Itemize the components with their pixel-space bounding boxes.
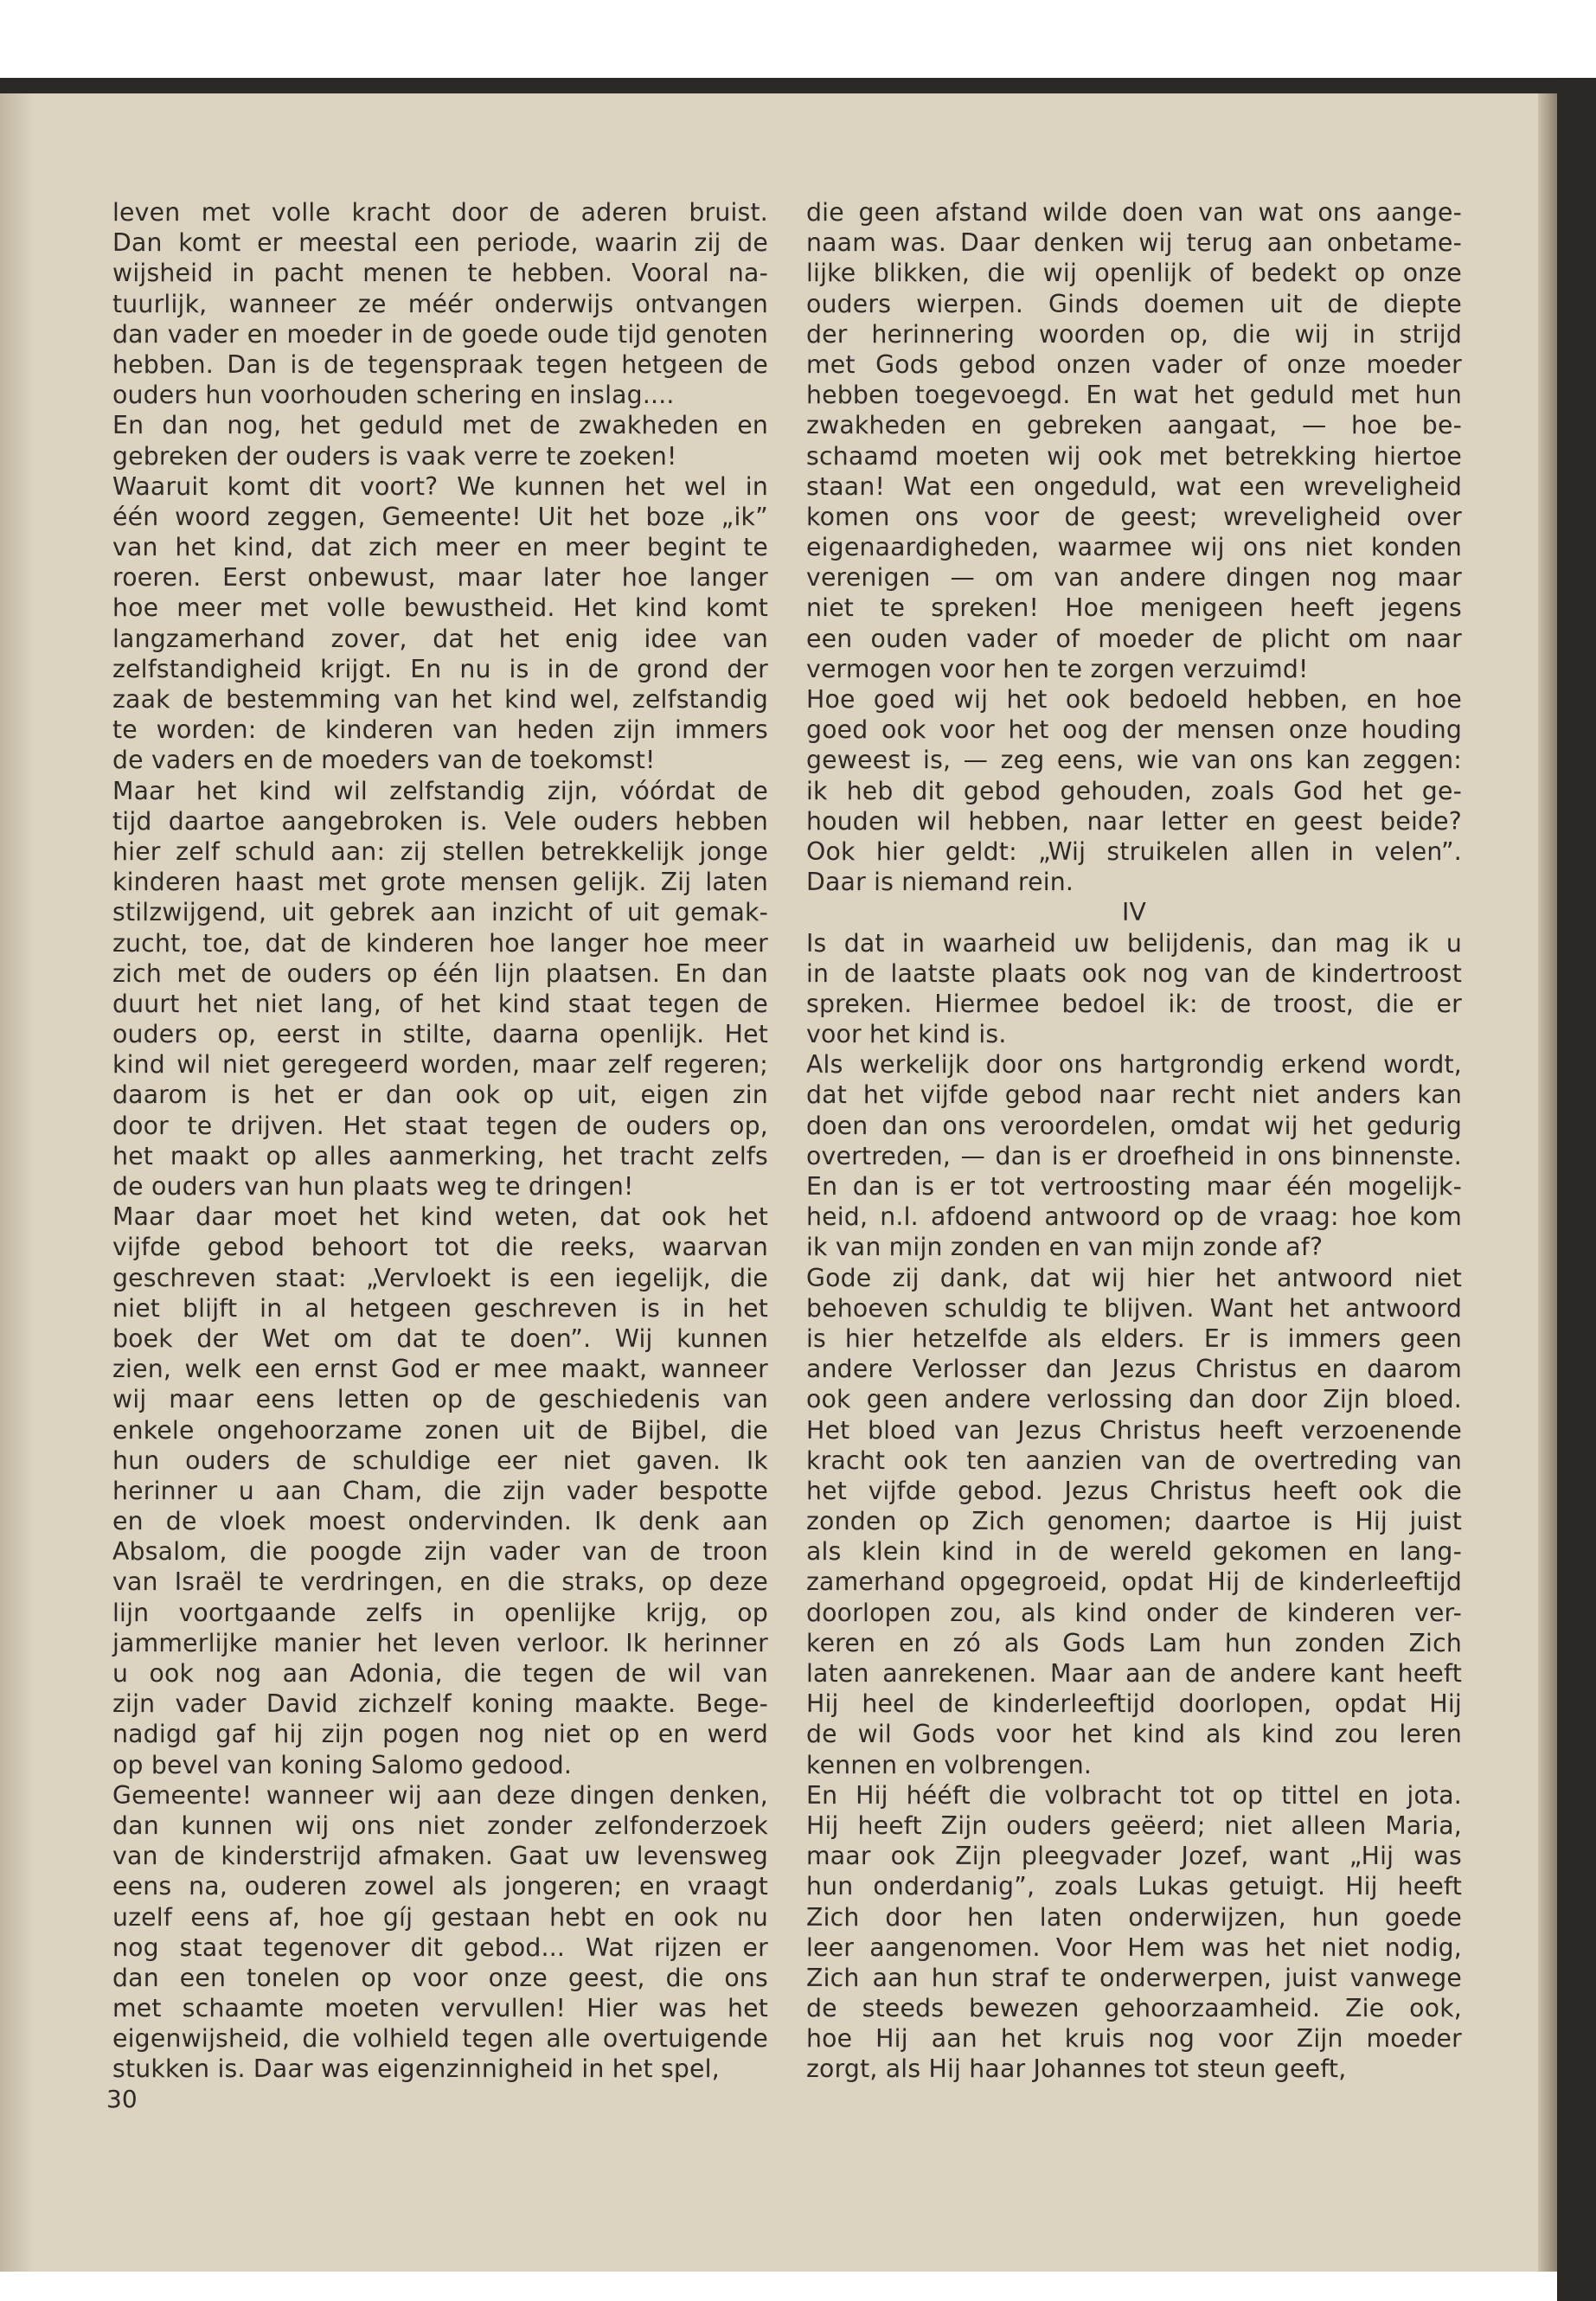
text-line: ouders op, eerst in stilte, daarna openlijk. Het [112,1020,768,1049]
text-line: ik heb dit gebod gehouden, zoals God het ge- [806,776,1462,805]
text-line: van Israël te verdringen, en die straks, op deze [112,1567,768,1597]
text-line: door te drijven. Het staat tegen de ouders op, [112,1111,768,1140]
text-line: u ook nog aan Adonia, die tegen de wil van [112,1659,768,1688]
text-line: duurt het niet lang, of het kind staat tegen de [112,989,768,1018]
text-line: de vaders en de moeders van de toekomst! [112,746,656,775]
text-line: leven met volle kracht door de aderen bruist. [112,198,768,227]
text-line: Gode zij dank, dat wij hier het antwoord niet [806,1263,1462,1292]
text-line: vijfde gebod behoort tot die reeks, waarvan [112,1233,768,1262]
text-line: Zich aan hun straf te onderwerpen, juist vanwege [806,1963,1462,1992]
text-line: maar ook Zijn pleegvader Jozef, want „Hij was [806,1842,1462,1871]
text-line: IV [1121,898,1147,927]
text-line: Is dat in waarheid uw belijdenis, dan mag ik u [806,928,1462,958]
text-line: geschreven staat: „Vervloekt is een iegelijk, die [112,1263,768,1292]
text-line: wijsheid in pacht menen te hebben. Vooral na- [112,259,768,288]
text-line: Gemeente! wanneer wij aan deze dingen denken, [112,1780,768,1810]
text-line: vermogen voor hen te zorgen verzuimd! [806,654,1309,683]
text-line: met Gods gebod onzen vader of onze moeder [806,349,1462,379]
text-line: roeren. Eerst onbewust, maar later hoe langer [112,563,768,593]
text-line: nog staat tegenover dit gebod... Wat rijzen er [112,1932,768,1962]
text-line: één woord zeggen, Gemeente! Uit het boze „ik” [112,502,768,531]
text-line: hebben. Dan is de tegenspraak tegen hetgeen de [112,349,768,379]
text-line: naam was. Daar denken wij terug aan onbetame- [806,228,1462,258]
text-line: En Hij hééft die volbracht tot op tittel en jota. [806,1780,1462,1810]
text-line: geweest is, — zeg eens, wie van ons kan zeggen: [806,746,1462,775]
text-line: En dan is er tot vertroosting maar één mogelijk- [806,1172,1462,1201]
text-line: stukken is. Daar was eigenzinnigheid in het spel, [112,2054,720,2084]
text-line: zamerhand opgegroeid, opdat Hij de kinderleeftijd [806,1567,1462,1597]
text-line: lijn voortgaande zelfs in openlijke krijg, op [112,1598,768,1627]
text-line: hun onderdanig”, zoals Lukas getuigt. Hij heeft [806,1872,1462,1901]
scan-border-right [1557,78,1596,2301]
text-line: zich met de ouders op één lijn plaatsen. En dan [112,958,768,988]
text-line: nadigd gaf hij zijn pogen nog niet op en werd [112,1720,768,1749]
text-line: zien, welk een ernst God er mee maakt, wanneer [112,1355,768,1384]
text-line: hoe meer met volle bewustheid. Het kind komt [112,593,768,623]
text-line: die geen afstand wilde doen van wat ons aange- [806,198,1462,227]
text-line: jammerlijke manier het leven verloor. Ik herinner [112,1628,768,1657]
text-line: behoeven schuldig te blijven. Want het antwoord [806,1293,1462,1323]
text-line: daarom is het er dan ook op uit, eigen zin [112,1080,768,1110]
text-line: kind wil niet geregeerd worden, maar zelf regeren; [112,1050,768,1080]
text-line: zwakheden en gebreken aangaat, — hoe be- [806,411,1462,440]
text-line: andere Verlosser dan Jezus Christus en daarom [806,1355,1462,1384]
text-line: lijke blikken, die wij openlijk of bedekt op onze [806,259,1462,288]
text-line: tuurlijk, wanneer ze méér onderwijs ontvangen [112,289,768,318]
text-line: zijn vader David zichzelf koning maakte. Bege- [112,1689,768,1719]
text-line: hun ouders de schuldige eer niet gaven. Ik [112,1445,768,1475]
text-line: heid, n.l. afdoend antwoord op de vraag: hoe kom [806,1202,1462,1232]
text-line: eigenaardigheden, waarmee wij ons niet konden [806,533,1462,562]
text-line: dan kunnen wij ons niet zonder zelfonderzoek [112,1811,768,1840]
text-line: met schaamte moeten vervullen! Hier was het [112,1994,768,2023]
text-line: houden wil hebben, naar letter en geest beide? [806,806,1462,836]
text-line: staan! Wat een ongeduld, wat een wreveligheid [806,471,1462,501]
text-line: het vijfde gebod. Jezus Christus heeft ook die [806,1476,1462,1505]
text-line: ook geen andere verlossing dan door Zijn bloed. [806,1385,1462,1414]
text-line: Waaruit komt dit voort? We kunnen het wel in [112,471,768,501]
text-line: zelfstandigheid krijgt. En nu is in de grond der [112,654,768,683]
text-line: zaak de bestemming van het kind wel, zelfstandig [112,685,768,714]
text-line: stilzwijgend, uit gebrek aan inzicht of uit gemak- [112,898,768,927]
text-line: keren en zó als Gods Lam hun zonden Zich [806,1628,1462,1657]
text-line: Maar daar moet het kind weten, dat ook het [112,1202,768,1232]
right-text-column [806,197,1462,2085]
text-line: van het kind, dat zich meer en meer begint te [112,533,768,562]
text-line: van de kinderstrijd afmaken. Gaat uw levensweg [112,1842,768,1871]
text-line: ouders wierpen. Ginds doemen uit de diepte [806,289,1462,318]
text-line: Daar is niemand rein. [806,868,1074,897]
text-line: een ouden vader of moeder de plicht om naar [806,624,1462,653]
text-line: Hij heel de kinderleeftijd doorlopen, opdat Hij [806,1689,1462,1719]
text-line: hier zelf schuld aan: zij stellen betrekkelijk jonge [112,836,768,866]
text-line: doorlopen zou, als kind onder de kinderen ver- [806,1598,1462,1627]
page-number: 30 [106,2085,138,2113]
text-line: leer aangenomen. Voor Hem was het niet nodig, [806,1932,1462,1962]
text-line: Als werkelijk door ons hartgrondig erkend wordt, [806,1050,1462,1080]
text-line: eens na, ouderen zowel als jongeren; en vraagt [112,1872,768,1901]
text-line: op bevel van koning Salomo gedood. [112,1750,573,1779]
text-line: spreken. Hiermee bedoel ik: de troost, die er [806,989,1462,1018]
text-line: doen dan ons veroordelen, omdat wij het gedurig [806,1111,1462,1140]
text-line: uzelf eens af, hoe gíj gestaan hebt en ook nu [112,1902,768,1932]
text-line: in de laatste plaats ook nog van de kindertroost [806,958,1462,988]
text-line: hoe Hij aan het kruis nog voor Zijn moeder [806,2024,1462,2054]
text-line: tijd daartoe aangebroken is. Vele ouders hebben [112,806,768,836]
text-line: En dan nog, het geduld met de zwakheden en [112,411,768,440]
text-line: Zich door hen laten onderwijzen, hun goede [806,1902,1462,1932]
text-line: het maakt op alles aanmerking, het tracht zelfs [112,1141,768,1170]
text-line: schaamd moeten wij ook met betrekking hiertoe [806,441,1462,471]
text-line: de steeds bewezen gehoorzaamheid. Zie ook, [806,1994,1462,2023]
text-line: voor het kind is. [806,1020,1007,1049]
text-line: gebreken der ouders is vaak verre te zoeken! [112,441,677,471]
text-line: ouders hun voorhouden schering en inslag.... [112,381,675,410]
text-line: Absalom, die poogde zijn vader van de troon [112,1537,768,1567]
text-line: dan een tonelen op voor onze geest, die ons [112,1963,768,1992]
left-text-column [112,197,768,2085]
text-line: niet te spreken! Hoe menigeen heeft jegens [806,593,1462,623]
text-line: Maar het kind wil zelfstandig zijn, vóórdat de [112,776,768,805]
text-line: en de vloek moest ondervinden. Ik denk aan [112,1507,768,1536]
text-line: enkele ongehoorzame zonen uit de Bijbel, die [112,1415,768,1445]
page-spine-shadow [1538,93,1557,2272]
text-line: dan vader en moeder in de goede oude tijd genoten [112,319,768,349]
text-line: zonden op Zich genomen; daartoe is Hij juist [806,1507,1462,1536]
text-line: te worden: de kinderen van heden zijn immers [112,715,768,745]
text-line: ik van mijn zonden en van mijn zonde af? [806,1233,1324,1262]
text-line: laten aanrekenen. Maar aan de andere kant heeft [806,1659,1462,1688]
text-line: Hij heeft Zijn ouders geëerd; niet alleen Maria, [806,1811,1462,1840]
text-line: goed ook voor het oog der mensen onze houding [806,715,1462,745]
text-line: wij maar eens letten op de geschiedenis van [112,1385,768,1414]
text-line: kennen en volbrengen. [806,1750,1093,1779]
text-line: der herinnering woorden op, die wij in strijd [806,319,1462,349]
text-line: kinderen haast met grote mensen gelijk. Zij laten [112,868,768,897]
text-line: komen ons voor de geest; wreveligheid over [806,502,1462,531]
text-line: hebben toegevoegd. En wat het geduld met hun [806,381,1462,410]
text-line: zucht, toe, dat de kinderen hoe langer hoe meer [112,928,768,958]
text-line: kracht ook ten aanzien van de overtreding van [806,1445,1462,1475]
text-line: de ouders van hun plaats weg te dringen! [112,1172,634,1201]
text-line: Dan komt er meestal een periode, waarin zij de [112,228,768,258]
text-line: dat het vijfde gebod naar recht niet anders kan [806,1080,1462,1110]
text-line: boek der Wet om dat te doen”. Wij kunnen [112,1324,768,1353]
text-line: zorgt, als Hij haar Johannes tot steun geeft, [806,2054,1347,2084]
text-line: de wil Gods voor het kind als kind zou leren [806,1720,1462,1749]
text-line: Ook hier geldt: „Wij struikelen allen in velen”. [806,836,1462,866]
text-line: als klein kind in de wereld gekomen en lang- [806,1537,1462,1567]
text-line: is hier hetzelfde als elders. Er is immers geen [806,1324,1462,1353]
text-line: Hoe goed wij het ook bedoeld hebben, en hoe [806,685,1462,714]
text-line: Het bloed van Jezus Christus heeft verzoenende [806,1415,1462,1445]
text-line: overtreden, — dan is er droefheid in ons binnenste. [806,1141,1462,1170]
text-line: herinner u aan Cham, die zijn vader bespotte [112,1476,768,1505]
text-line: eigenwijsheid, die volhield tegen alle overtuigende [112,2024,768,2054]
text-line: langzamerhand zover, dat het enig idee van [112,624,768,653]
text-line: verenigen — om van andere dingen nog maar [806,563,1462,593]
text-line: niet blijft in al hetgeen geschreven is in het [112,1293,768,1323]
